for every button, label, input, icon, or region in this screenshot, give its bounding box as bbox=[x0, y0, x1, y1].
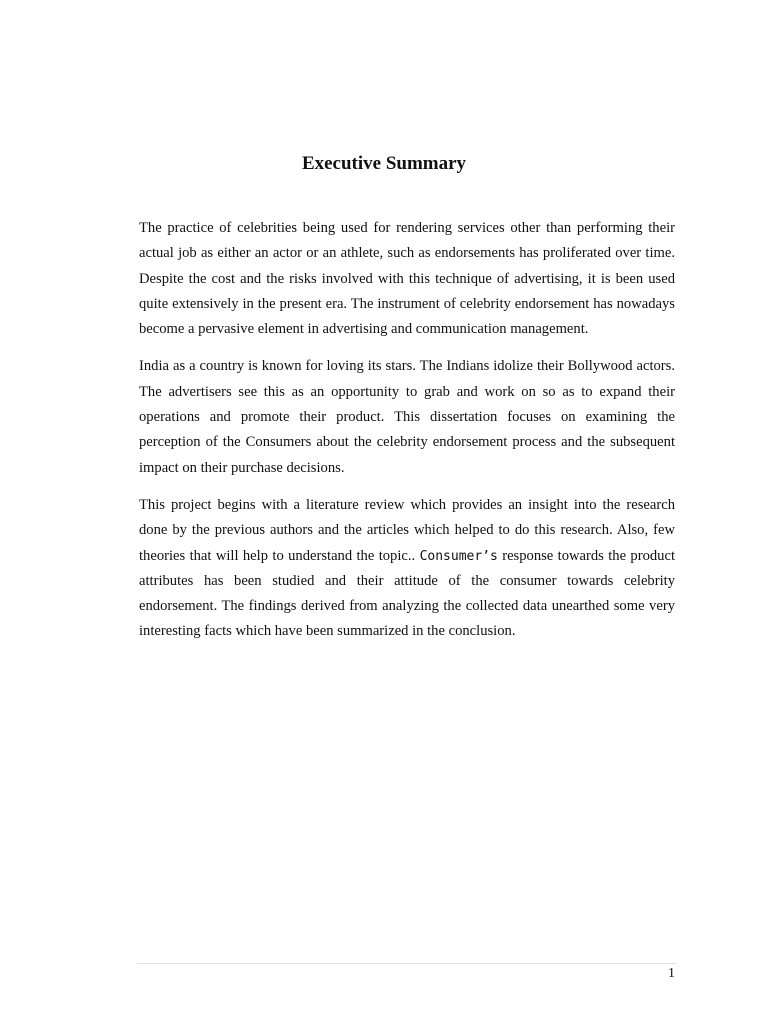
paragraph-2: India as a country is known for loving its stars. The Indians idolize their Bollywood actors. The advertisers see this as an opportunity to grab and work on so as to expand their operations and promote their product. This dissertation focuses on examining the perception of the Consumers about the celebrity endorsement process and the subsequent impact on their purchase decisions. bbox=[139, 358, 675, 476]
paragraph-1: The practice of celebrities being used for rendering services other than performing their actual job as either an actor or an athlete, such as endorsements has proliferated over time. Despite the cost and the risks involved with this technique of advertising, it is been used quite extensively in the present era. The instrument of celebrity endorsement has nowadays become a pervasive element in advertising and communication management. bbox=[139, 220, 675, 338]
footer-divider bbox=[137, 963, 677, 964]
page-title: Executive Summary bbox=[301, 152, 467, 174]
paragraph-3-part-2: response towards the product attributes has been studied and their attitude of the consumer towards celebrity endorsement. The findings derived from analyzing the collected data unearthed some very interesting facts which have been summarized in the conclusion. bbox=[139, 547, 675, 640]
paragraph-3-part-1: This project begins with a literature review which provides an insight into the research done by the previous authors and the articles which helped to do this research. Also, few theories that will help to understand the topic.. bbox=[139, 496, 675, 564]
paragraph-3-mono-word: Consumer’s bbox=[419, 548, 498, 564]
page-number: 1 bbox=[668, 966, 675, 981]
paragraph-3 bbox=[139, 493, 675, 645]
summary-body bbox=[139, 216, 675, 657]
